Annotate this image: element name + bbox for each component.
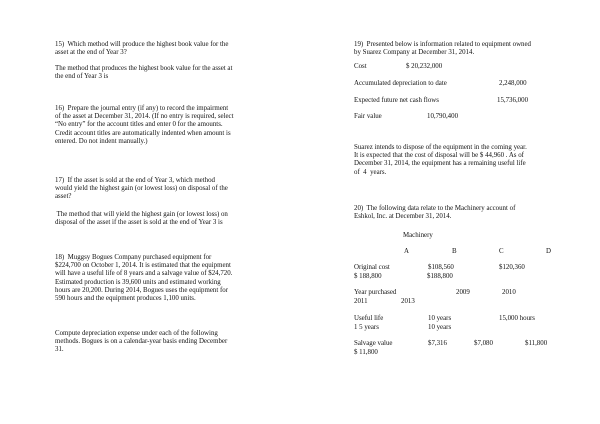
cost-value: $ 20,232,000 (406, 63, 443, 70)
future-cash-flows-value: 15,736,000 (497, 97, 529, 104)
q19-note: Suarez intends to dispose of the equipment in the coming year. It is expected that the cost of disposal will be $ 44,960 . As of December 31, 2014, the equipment has a remaining useful life of 4 years. (354, 144, 527, 176)
fair-value-label: Fair value (354, 113, 382, 120)
useful-life-label: Useful life (354, 315, 384, 322)
year-purchased-b: 2009 (456, 289, 470, 296)
q15-answer-prompt: The method that produces the highest book value for the asset at the end of Year 3 is (55, 65, 233, 81)
salvage-value-c: $11,800 (525, 340, 548, 347)
future-cash-flows-label: Expected future net cash flows (354, 97, 439, 104)
original-cost-a: $108,560 (428, 264, 454, 271)
salvage-value-b: $7,080 (474, 340, 493, 347)
accumulated-depreciation-value: 2,248,000 (499, 80, 527, 87)
q15-question: 15) Which method will produce the highest book value for the asset at the end of Year 3? (55, 41, 229, 57)
original-cost-d: $ 188,800 (354, 273, 382, 280)
original-cost-e: $188,800 (427, 273, 453, 280)
q17-answer-prompt: The method that will yield the highest gain (or lowest loss) on disposal of the asset if the asset is sold at the end of Year 3 is (55, 211, 228, 227)
year-purchased-c: 2010 (502, 289, 516, 296)
fair-value-value: 10,790,400 (427, 113, 459, 120)
useful-life-b: 10 years (428, 315, 452, 322)
salvage-value-a: $7,316 (428, 340, 447, 347)
column-b-header: B (452, 248, 457, 255)
original-cost-c: $120,360 (499, 264, 525, 271)
useful-life-d: 1 5 years (354, 324, 379, 331)
column-a-header: A (404, 248, 409, 255)
year-purchased-label: Year purchased (354, 289, 397, 296)
q16-question: 16) Prepare the journal entry (if any) to record the impairment of the asset at December 31, 2014. (If no entry is required, select “No entry” for the account titles and enter 0 for the amounts. Credit account titles are automatically indented when amount is entered. Do not indent manually.) (55, 105, 234, 145)
original-cost-label: Original cost (354, 264, 390, 271)
salvage-value-d: $ 11,800 (354, 349, 378, 356)
year-purchased-e: 2013 (401, 298, 415, 305)
q18-question: 18) Muggsy Bogues Company purchased equipment for $224,700 on October 1, 2014. It is estimated that the equipment will have a useful life of 8 years and a salvage value of $24,720. Estimated production is 39,600 units and estimated working hours are 20,200. During 2014, Bogues uses the equipment for 590 hours and the equipment produces 1,100 units. (55, 254, 233, 303)
salvage-value-label: Salvage value (354, 340, 393, 347)
year-purchased-d: 2011 (354, 298, 368, 305)
column-d-header: D (546, 248, 551, 255)
q17-question: 17) If the asset is sold at the end of Year 3, which method would yield the highest gain (or lowest loss) on disposal of the asset? (55, 177, 228, 201)
column-c-header: C (499, 248, 504, 255)
machinery-table-title: Machinery (403, 232, 433, 239)
useful-life-c: 15,000 hours (499, 315, 535, 322)
q18-instruction: Compute depreciation expense under each of the following methods. Bogues is on a calendar-year basis ending December 31. (55, 330, 228, 354)
q19-question: 19) Presented below is information related to equipment owned by Suarez Company at December 31, 2014. (354, 41, 532, 57)
useful-life-e: 10 years (428, 324, 452, 331)
accumulated-depreciation-label: Accumulated depreciation to date (354, 80, 447, 87)
cost-label: Cost (354, 63, 367, 70)
q20-question: 20) The following data relate to the Machinery account of Eshkol, Inc. at December 31, 2014. (354, 205, 516, 221)
